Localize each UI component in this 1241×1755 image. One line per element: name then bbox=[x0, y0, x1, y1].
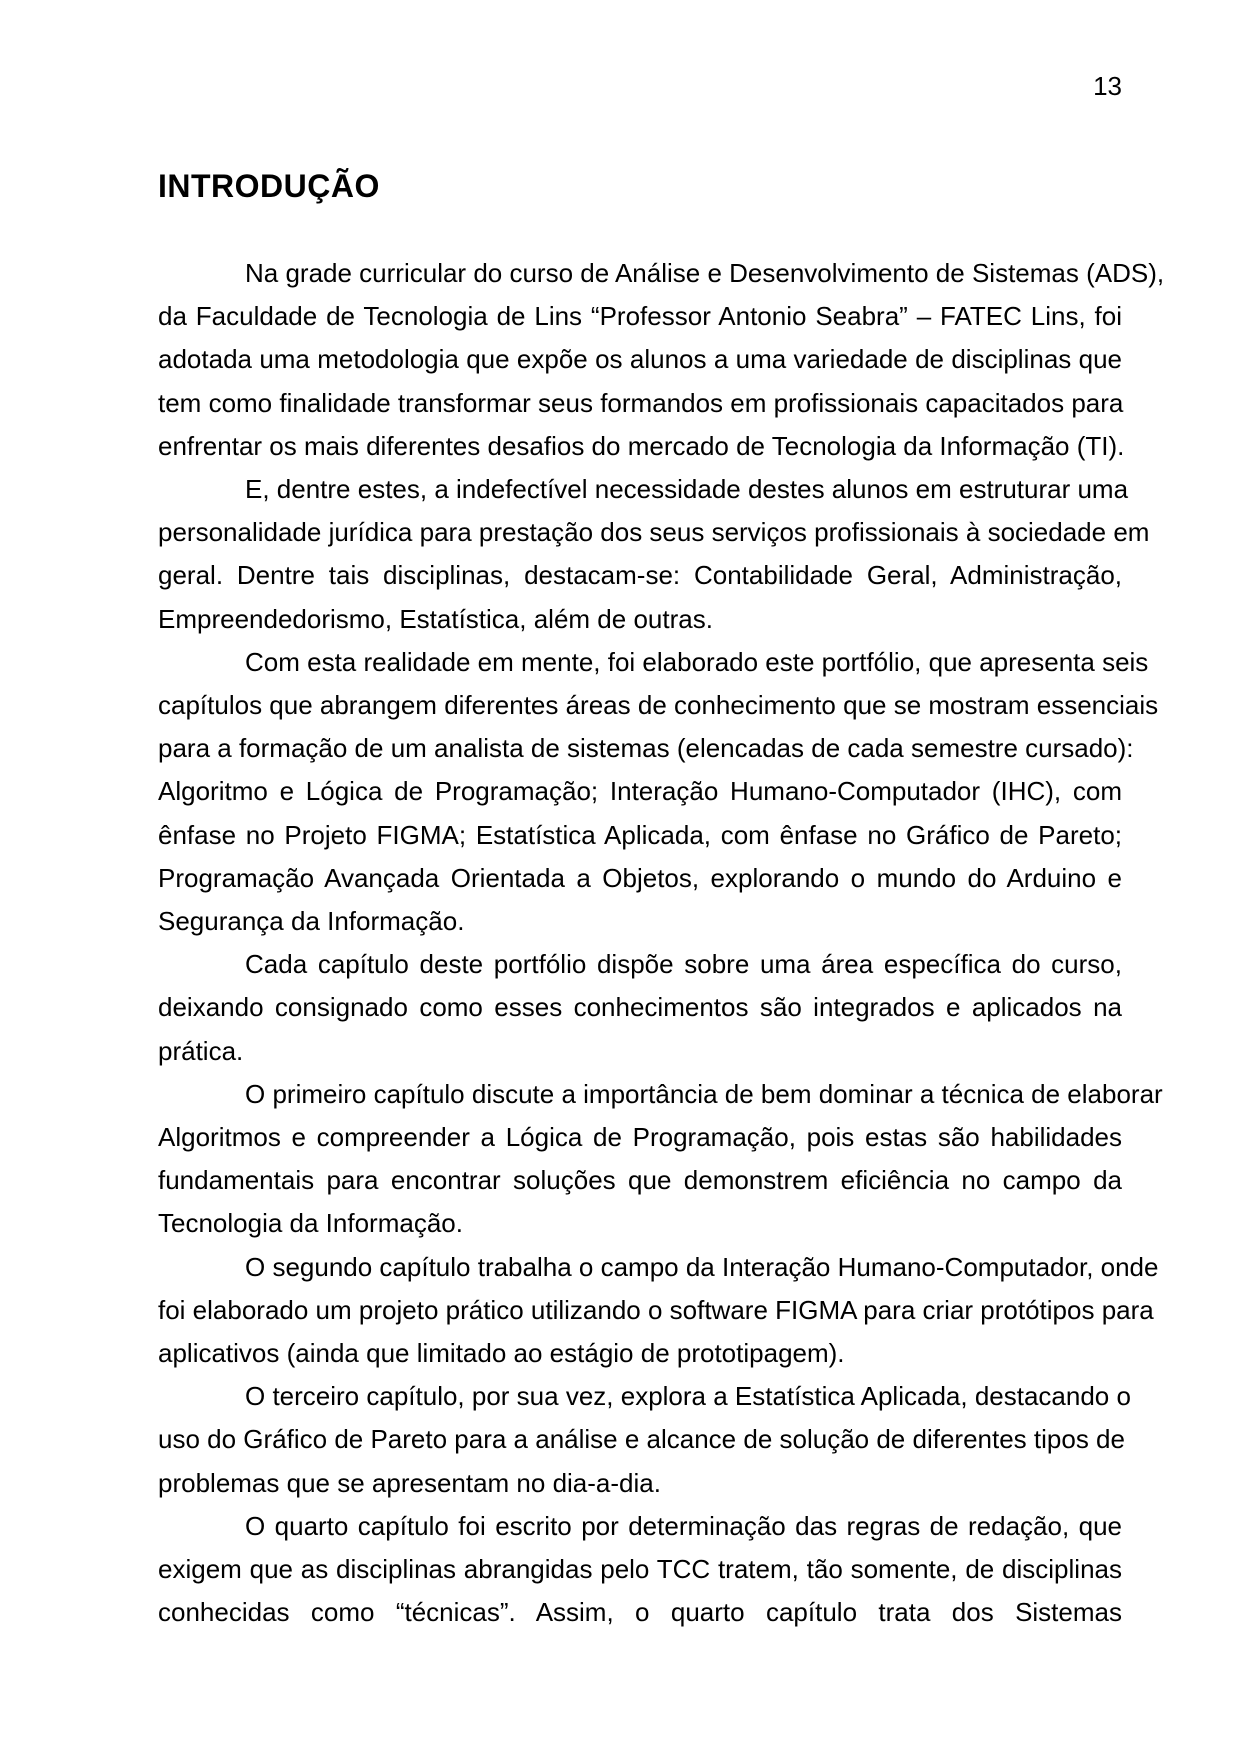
text-line: aplicativos (ainda que limitado ao estágio de prototipagem). bbox=[158, 1338, 845, 1369]
text-line: Programação Avançada Orientada a Objetos, explorando o mundo do Arduino e bbox=[158, 862, 1122, 893]
text-line: problemas que se apresentam no dia-a-dia. bbox=[158, 1467, 661, 1498]
text-line: Segurança da Informação. bbox=[158, 906, 465, 937]
text-line: da Faculdade de Tecnologia de Lins “Professor Antonio Seabra” – FATEC Lins, foi bbox=[158, 301, 1122, 332]
text-line: tem como finalidade transformar seus formandos em profissionais capacitados para bbox=[158, 387, 1124, 418]
page-number: 13 bbox=[1093, 71, 1122, 101]
text-line: O quarto capítulo foi escrito por determinação das regras de redação, que bbox=[245, 1510, 1122, 1541]
text-line: E, dentre estes, a indefectível necessidade destes alunos em estruturar uma bbox=[245, 474, 1129, 505]
text-line: Com esta realidade em mente, foi elaborado este portfólio, que apresenta seis bbox=[245, 646, 1149, 677]
text-line: capítulos que abrangem diferentes áreas de conhecimento que se mostram essenciais bbox=[158, 690, 1159, 721]
text-line: adotada uma metodologia que expõe os alunos a uma variedade de disciplinas que bbox=[158, 344, 1122, 375]
text-line: exigem que as disciplinas abrangidas pelo TCC tratem, tão somente, de disciplinas bbox=[158, 1554, 1122, 1585]
text-line: deixando consignado como esses conhecimentos são integrados e aplicados na bbox=[158, 992, 1122, 1023]
text-line: Tecnologia da Informação. bbox=[158, 1208, 463, 1239]
text-line: O terceiro capítulo, por sua vez, explora a Estatística Aplicada, destacando o bbox=[245, 1381, 1131, 1412]
text-line: conhecidas como “técnicas”. Assim, o quarto capítulo trata dos Sistemas bbox=[158, 1597, 1122, 1628]
text-line: O primeiro capítulo discute a importância de bem dominar a técnica de elaborar bbox=[245, 1078, 1163, 1109]
body-text bbox=[158, 252, 1165, 1635]
text-line: ênfase no Projeto FIGMA; Estatística Aplicada, com ênfase no Gráfico de Pareto; bbox=[158, 819, 1122, 850]
section-heading: INTRODUÇÃO bbox=[158, 168, 380, 204]
text-line: geral. Dentre tais disciplinas, destacam-se: Contabilidade Geral, Administração, bbox=[158, 560, 1122, 591]
text-line: Algoritmo e Lógica de Programação; Interação Humano-Computador (IHC), com bbox=[158, 776, 1122, 807]
text-line: para a formação de um analista de sistemas (elencadas de cada semestre cursado): bbox=[158, 733, 1134, 764]
text-line: Na grade curricular do curso de Análise e Desenvolvimento de Sistemas (ADS), bbox=[245, 258, 1165, 288]
text-line: fundamentais para encontrar soluções que demonstrem eficiência no campo da bbox=[158, 1165, 1122, 1196]
text-line: uso do Gráfico de Pareto para a análise e alcance de solução de diferentes tipos de bbox=[158, 1424, 1125, 1455]
text-line: Cada capítulo deste portfólio dispõe sobre uma área específica do curso, bbox=[245, 949, 1122, 980]
text-line: Algoritmos e compreender a Lógica de Programação, pois estas são habilidades bbox=[158, 1122, 1122, 1153]
text-line: enfrentar os mais diferentes desafios do mercado de Tecnologia da Informação (TI). bbox=[158, 430, 1125, 461]
text-line: prática. bbox=[158, 1035, 244, 1066]
text-line: foi elaborado um projeto prático utilizando o software FIGMA para criar protótipos para bbox=[158, 1294, 1154, 1325]
text-line: personalidade jurídica para prestação dos seus serviços profissionais à sociedade em bbox=[158, 517, 1150, 548]
text-line: O segundo capítulo trabalha o campo da Interação Humano-Computador, onde bbox=[245, 1251, 1159, 1282]
text-line: Empreendedorismo, Estatística, além de outras. bbox=[158, 603, 713, 634]
